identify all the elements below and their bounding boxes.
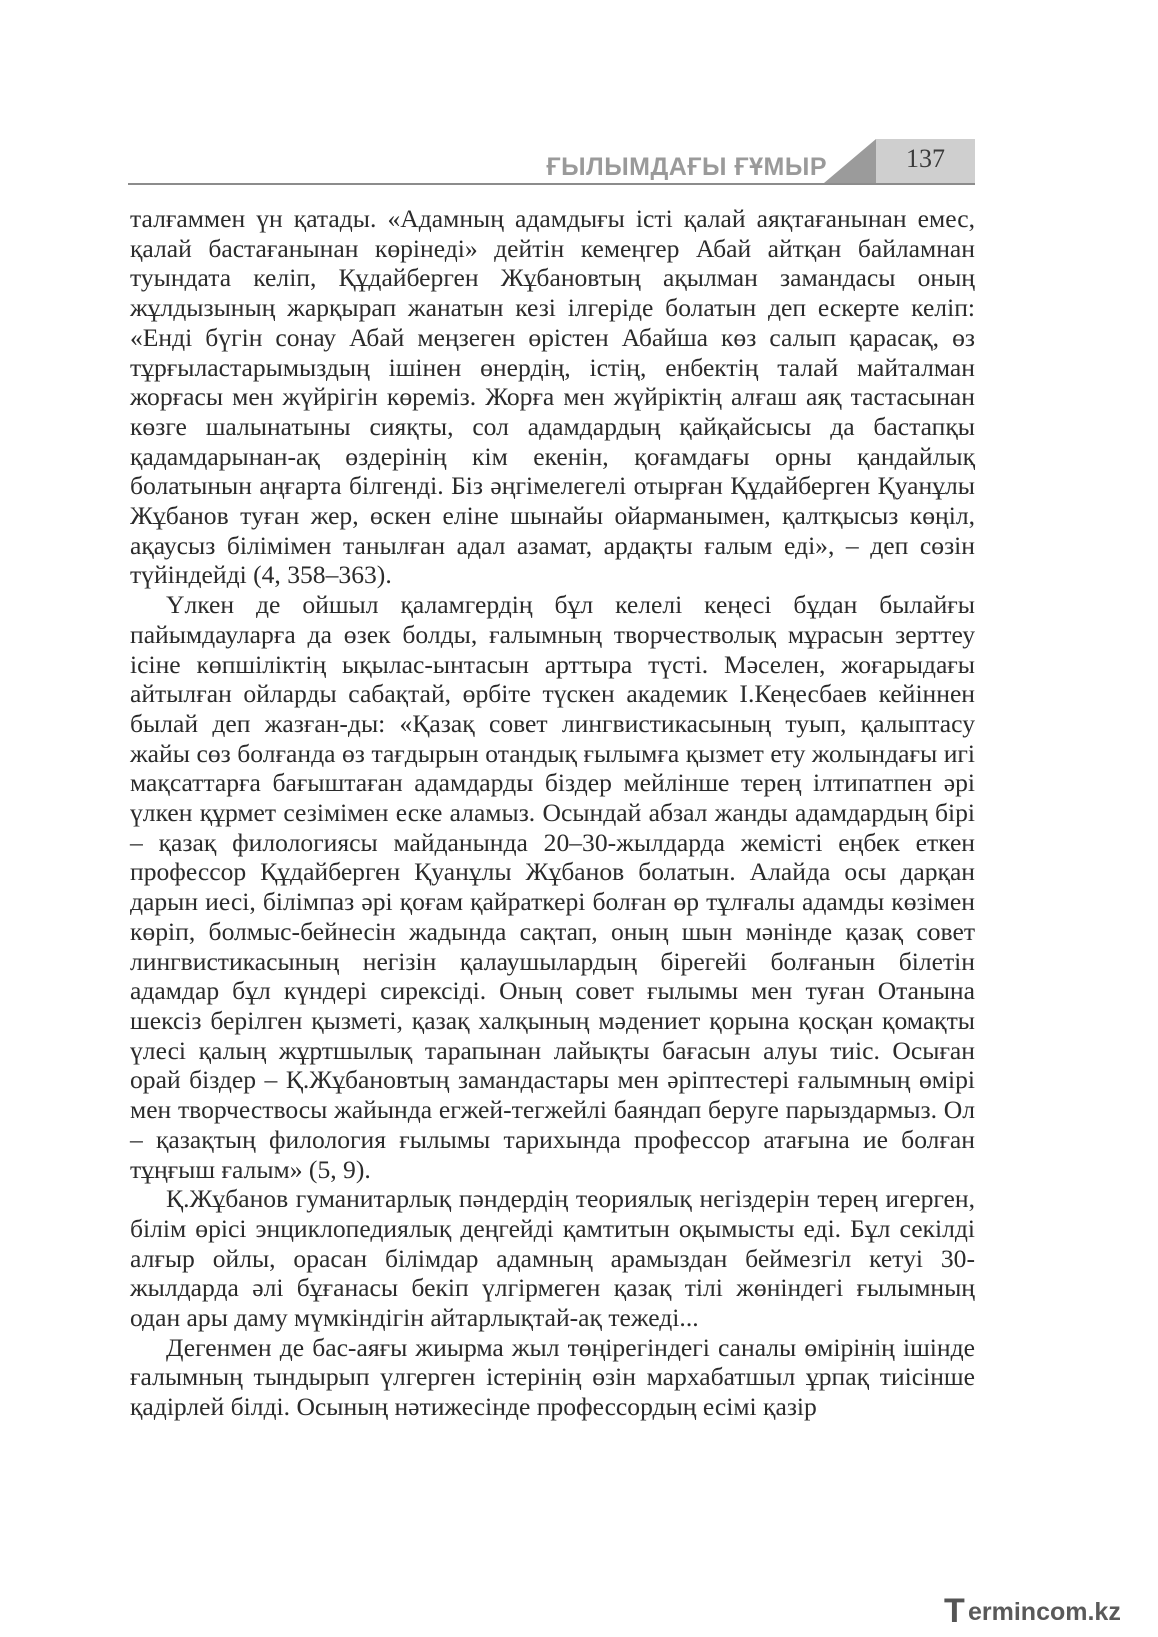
site-watermark-logo	[944, 1590, 1154, 1634]
body-text	[130, 204, 975, 1422]
paragraph-4: Дегенмен де бас-аяғы жиырма жыл төңірегіндегі саналы өмірінің ішінде ғалымның тындырып үлгерген істерінің өзін мархабатшыл ұрпақ тиісінше қадірлей білді. Осының нәтижесінде профессордың есімі қазір	[130, 1332, 975, 1422]
running-header-title: ҒЫЛЫМДАҒЫ ҒҰМЫР	[546, 153, 827, 181]
header-rule	[128, 183, 975, 185]
paragraph-2: Үлкен де ойшыл қаламгердің бұл келелі кеңесі бұдан былайғы пайымдауларға да өзек болды, ғалымның творчестволық мұрасын зерттеу ісіне көпшіліктің ықылас-ынтасын арттыра түсті. Мәселен, жоғарыдағы айтылған ойларды сабақтай, өрбіте түскен академик І.Кеңесбаев кейіннен былай деп жазған-ды: «Қазақ совет лингвистикасының туып, қалыптасу жайы сөз болғанда өз тағдырын отандық ғылымға қызмет ету жолындағы игі мақсаттарға бағыштаған адамдарды біздер мейлінше терең ілтипатпен әрі үлкен құрмет сезімімен еске аламыз. Осындай абзал жанды адамдардың бірі – қазақ филологиясы майданында 20–30-жылдарда жемісті еңбек еткен профессор Құдайберген Қуанұлы Жұбанов болатын. Алайда осы дарқан дарын иесі, білімпаз әрі қоғам қайраткері болған өр тұлғалы адамды көзімен көріп, болмыс-бейнесін жадында сақтап, оның шын мәнінде қазақ совет лингвистикасының негізін қалаушылардың бірегейі болғанын білетін адамдар бұл күндері сирексіді. Оның совет ғылымы мен туған Отанына шексіз берілген қызметі, қазақ халқының мәдениет қорына қосқан қомақты үлесі қалың жұртшылық тарапынан лайықты бағасын алуы тиіс. Осыған орай біздер – Қ.Жұбановтың замандастары мен әріптестері ғалымның өмірі мен творчествосы жайында егжей-тегжейлі баяндап беруге парыздармыз. Ол – қазақтың филология ғылымы тарихында профессор атағына ие болған тұңғыш ғалым» (5, 9).	[130, 590, 975, 1184]
page-number: 137	[906, 144, 945, 173]
watermark-initial: T	[944, 1592, 965, 1630]
running-header	[128, 139, 975, 186]
paragraph-1: талғаммен үн қатады. «Адамның адамдығы істі қалай аяқтағанынан емес, қалай бастағанынан көрінеді» дейтін кемеңгер Абай айтқан байламнан туындата келіп, Құдайберген Жұбановтың ақылман замандасы оның жұлдызының жарқырап жанатын кезі ілгеріде болатын деп ескерте келіп: «Енді бүгін сонау Абай меңзеген өрістен Абайша көз салып қарасақ, өз тұрғыластарымыздың ішінен өнердің, істің, енбектің талай майталман жорғасы мен жүйрігін көреміз. Жорға мен жүйріктің алғаш аяқ тастасынан көзге шалынатыны сияқты, сол адамдардың қайқайсысы да бастапқы қадамдарынан-ақ өздерінің кім екенін, қоғамдағы орны қандайлық болатынын аңғарта білгенді. Біз әңгімелегелі отырған Құдайберген Қуанұлы Жұбанов туған жер, өскен еліне шынайы ойарманымен, қалтқысыз көңіл, ақаусыз білімімен танылған адал азамат, ардақты ғалым еді», – деп сөзін түйіндейді (4, 358–363).	[130, 204, 975, 590]
watermark-text: ermincom.kz	[968, 1598, 1121, 1626]
paragraph-3: Қ.Жұбанов гуманитарлық пәндердің теориялық негіздерін терең игерген, білім өрісі энциклопедиялық деңгейді қамтитын оқымысты еді. Бұл секілді алғыр ойлы, орасан білімдар адамның арамыздан беймезгіл кетуі 30-жылдарда әлі бұғанасы бекіп үлгірмеген қазақ тілі жөніндегі ғылымның одан ары даму мүмкіндігін айтарлықтай-ақ тежеді...	[130, 1184, 975, 1333]
header-wedge-decoration	[824, 139, 876, 183]
